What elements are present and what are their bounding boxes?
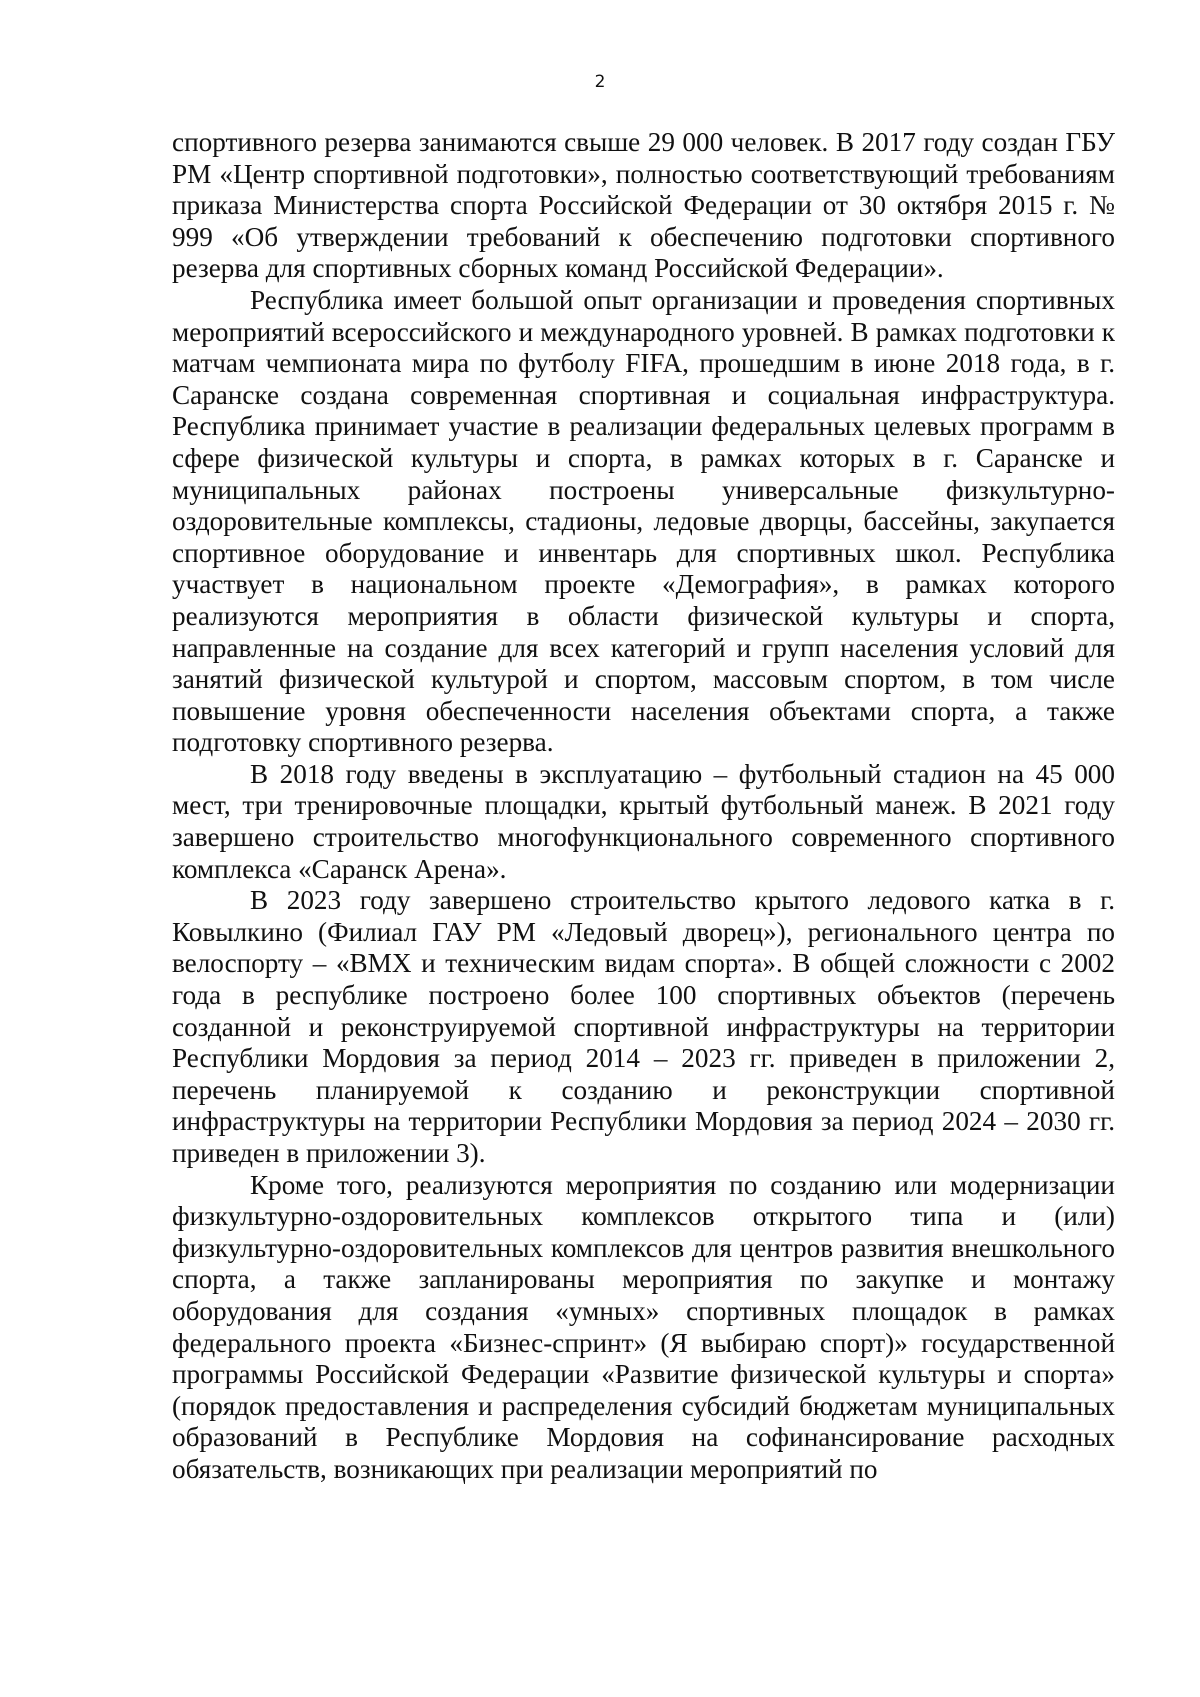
paragraph-additional-measures: Кроме того, реализуются мероприятия по созданию или модернизации физкультурно-оздоровительных комплексов открытого типа и (или) физкультурно-оздоровительных комплексов для центров развития внешкольного спорта, а также запланированы мероприятия по закупке и монтажу оборудования для создания «умных» спортивных площадок в рамках федерального проекта «Бизнес-спринт» (Я выбираю спорт)» государственной программы Российской Федерации «Развитие физической культуры и спорта» (порядок предоставления и распределения субсидий бюджетам муниципальных образований в Республике Мордовия на софинансирование расходных обязательств, возникающих при реализации мероприятий по [172,1169,1115,1484]
paragraph-2023-facilities: В 2023 году завершено строительство крытого ледового катка в г. Ковылкино (Филиал ГАУ РМ «Ледовый дворец»), регионального центра по велоспорту – «ВМХ и техническим видам спорта». В общей сложности с 2002 года в республике построено более 100 спортивных объектов (перечень созданной и реконструируемой спортивной инфраструктуры на территории Республики Мордовия за период 2014 – 2023 гг. приведен в приложении 2, перечень планируемой к созданию и реконструкции спортивной инфраструктуры на территории Республики Мордовия за период 2024 – 2030 гг. приведен в приложении 3). [172,885,1115,1168]
document-body [172,127,1115,1486]
paragraph-continuation: спортивного резерва занимаются свыше 29 000 человек. В 2017 году создан ГБУ РМ «Центр спортивной подготовки», полностью соответствующий требованиям приказа Министерства спорта Российской Федерации от 30 октября 2015 г. № 999 «Об утверждении требований к обеспечению подготовки спортивного резерва для спортивных сборных команд Российской Федерации». [172,127,1115,284]
page-number: 2 [594,72,606,92]
paragraph-experience: Республика имеет большой опыт организации и проведения спортивных мероприятий всероссийского и международного уровней. В рамках подготовки к матчам чемпионата мира по футболу FIFA, прошедшим в июне 2018 года, в г. Саранске создана современная спортивная и социальная инфраструктура. Республика принимает участие в реализации федеральных целевых программ в сфере физической культуры и спорта, в рамках которых в г. Саранске и муниципальных районах построены универсальные физкультурно-оздоровительные комплексы, стадионы, ледовые дворцы, бассейны, закупается спортивное оборудование и инвентарь для спортивных школ. Республика участвует в национальном проекте «Демография», в рамках которого реализуются мероприятия в области физической культуры и спорта, направленные на создание для всех категорий и групп населения условий для занятий физической культурой и спортом, массовым спортом, в том числе повышение уровня обеспеченности населения объектами спорта, а также подготовку спортивного резерва. [172,284,1115,758]
paragraph-2018-facilities: В 2018 году введены в эксплуатацию – футбольный стадион на 45 000 мест, три тренировочные площадки, крытый футбольный манеж. В 2021 году завершено строительство многофункционального современного спортивного комплекса «Саранск Арена». [172,758,1115,884]
